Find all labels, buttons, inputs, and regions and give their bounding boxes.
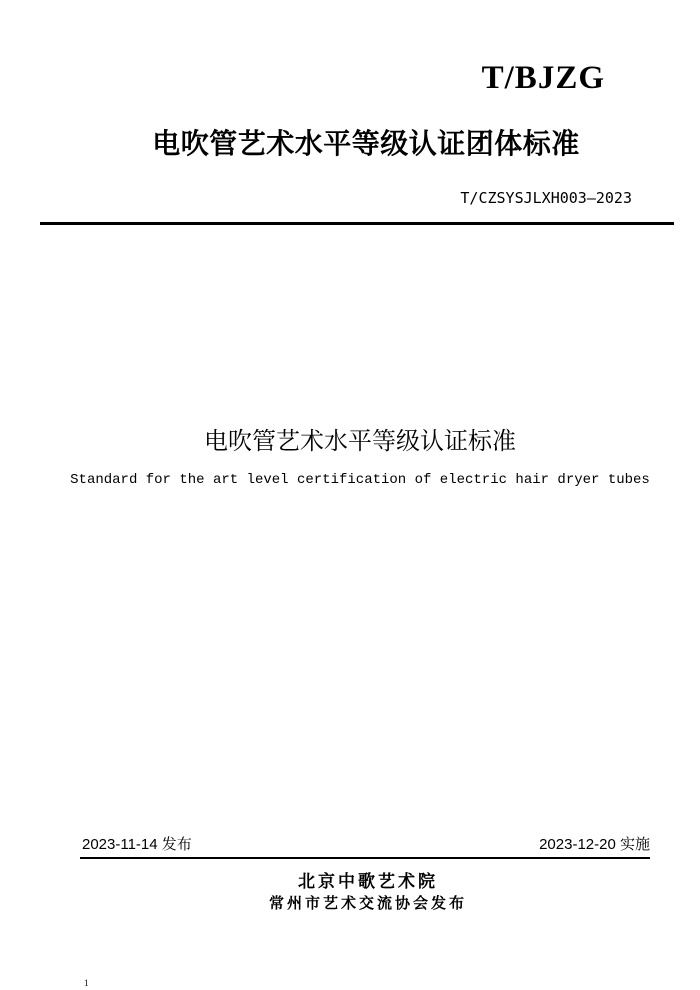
publisher-primary: 北京中歌艺术院 xyxy=(298,872,438,892)
top-divider xyxy=(40,222,674,225)
document-title: 电吹管艺术水平等级认证标准 xyxy=(204,427,516,455)
standard-number: T/CZSYSJLXH003—2023 xyxy=(460,189,632,207)
english-title: Standard for the art level certification of electric hair dryer tubes xyxy=(70,472,650,488)
bottom-divider xyxy=(80,857,650,859)
standard-code-mark: T/BJZG xyxy=(481,60,605,96)
effective-date: 2023-12-20 实施 xyxy=(539,836,650,853)
page-number: 1 xyxy=(84,978,89,988)
publisher-secondary: 常州市艺术交流协会发布 xyxy=(268,894,467,912)
organization-standard-title: 电吹管艺术水平等级认证团体标准 xyxy=(152,127,580,160)
release-date: 2023-11-14 发布 xyxy=(82,836,192,853)
